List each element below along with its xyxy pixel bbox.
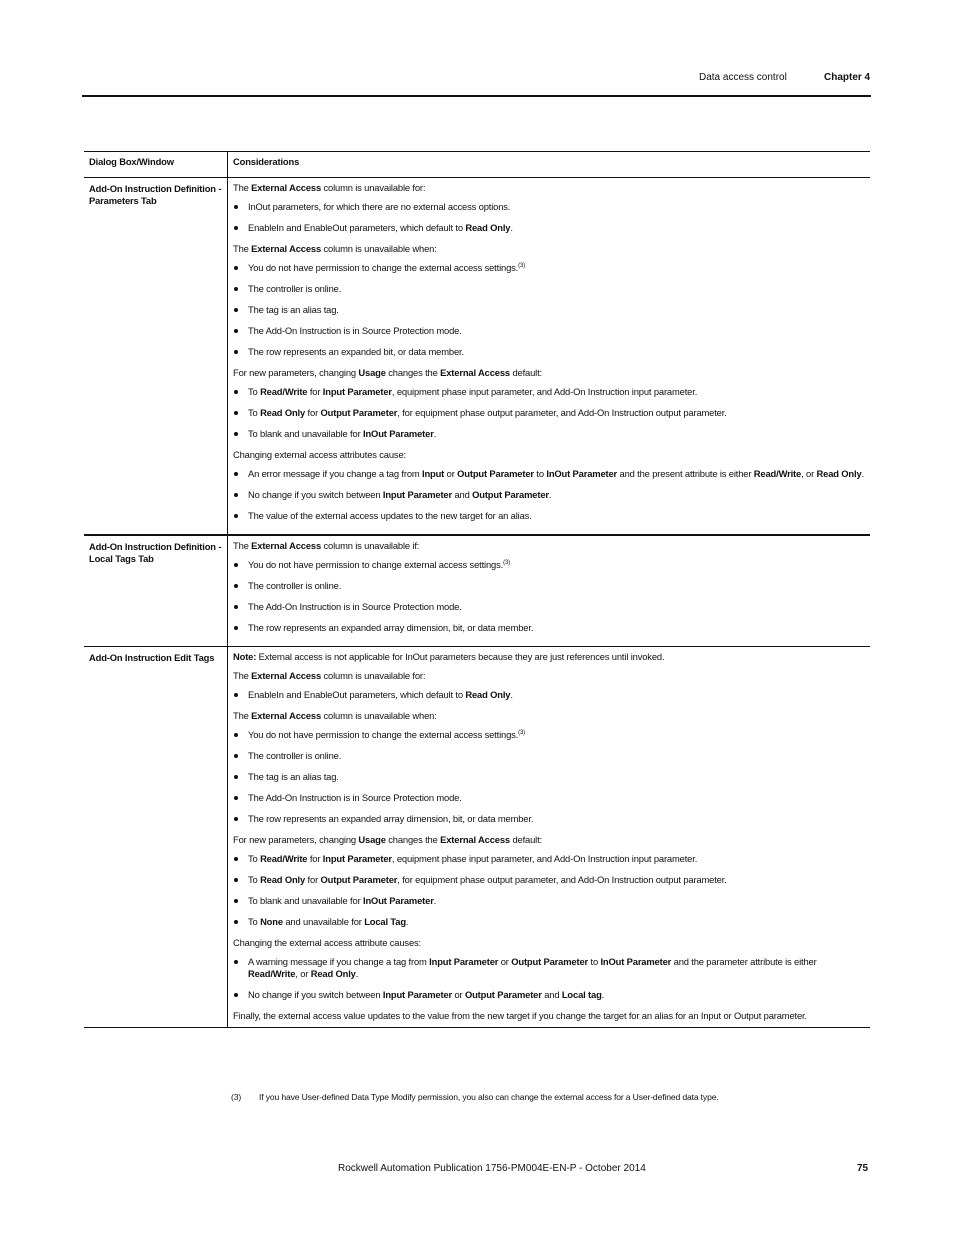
bullet-item <box>233 304 864 316</box>
text-run: Read/Write <box>248 968 296 979</box>
text-run: External Access <box>440 367 510 378</box>
text-run: Input Parameter <box>322 386 392 397</box>
paragraph <box>233 710 864 722</box>
text-run: Read/Write <box>260 853 308 864</box>
bullet-icon <box>234 329 238 333</box>
text-run: InOut Parameter <box>363 895 434 906</box>
bullet-icon <box>234 226 238 230</box>
text-run: column is unavailable for: <box>321 182 426 193</box>
bullet-item <box>233 792 864 804</box>
bullet-item <box>233 853 864 865</box>
text-run: for <box>305 407 321 418</box>
text-run: and <box>541 989 562 1000</box>
text-run: The controller is online. <box>248 750 342 761</box>
text-run: column is unavailable when: <box>321 710 437 721</box>
bullet-icon <box>234 205 238 209</box>
text-run: To blank and unavailable for <box>248 428 364 439</box>
text-run: Output Parameter <box>320 407 398 418</box>
bullet-icon <box>234 857 238 861</box>
text-run: , equipment phase input parameter, and Add-On Instruction input parameter. <box>391 386 698 397</box>
text-run: To <box>248 853 261 864</box>
text-run: default: <box>509 834 542 845</box>
text-run: and <box>452 489 473 500</box>
text-run: You do not have permission to change the external access settings. <box>248 729 519 740</box>
bullet-item <box>233 510 864 522</box>
bullet-icon <box>234 514 238 518</box>
bullet-icon <box>234 993 238 997</box>
text-run: , for equipment phase output parameter, and Add-On Instruction output parameter. <box>397 874 727 885</box>
text-run: . <box>601 989 605 1000</box>
text-run: To <box>248 407 261 418</box>
table-row <box>84 647 870 1028</box>
text-run: The controller is online. <box>248 580 342 591</box>
footnote-ref: (3) <box>503 559 510 566</box>
text-run: Local tag <box>561 989 602 1000</box>
text-run: The <box>233 182 252 193</box>
bullet-icon <box>234 308 238 312</box>
paragraph <box>233 1010 864 1022</box>
text-run: Changing the external access attribute causes: <box>233 937 422 948</box>
text-run: Output Parameter <box>511 956 589 967</box>
footnote-text: If you have User-defined Data Type Modify permission, you also can change the external access for a User-defined data type. <box>259 1092 719 1102</box>
text-run: The Add-On Instruction is in Source Protection mode. <box>248 601 462 612</box>
text-run: changes the <box>385 367 441 378</box>
text-run: for <box>307 853 323 864</box>
bullet-item <box>233 580 864 592</box>
bullet-item <box>233 771 864 783</box>
text-run: . <box>861 468 865 479</box>
bullet-icon <box>234 733 238 737</box>
text-run: for <box>307 386 323 397</box>
text-run: The Add-On Instruction is in Source Protection mode. <box>248 325 462 336</box>
text-run: Changing external access attributes cause: <box>233 449 406 460</box>
text-run: , equipment phase input parameter, and Add-On Instruction input parameter. <box>391 853 698 864</box>
text-run: column is unavailable if: <box>321 540 420 551</box>
text-run: No change if you switch between <box>248 489 383 500</box>
text-run: Output Parameter <box>464 989 542 1000</box>
paragraph <box>233 651 864 663</box>
footnote-number: (3) <box>231 1092 242 1102</box>
column-header-dialog: Dialog Box/Window <box>84 152 228 178</box>
text-run: The controller is online. <box>248 283 342 294</box>
bullet-item <box>233 916 864 928</box>
paragraph <box>233 182 864 194</box>
text-run: or <box>452 989 465 1000</box>
text-run: The row represents an expanded array dimension, bit, or data member. <box>248 622 534 633</box>
bullet-item <box>233 222 864 234</box>
text-run: To <box>248 386 261 397</box>
text-run: The <box>233 540 252 551</box>
bullet-icon <box>234 493 238 497</box>
paragraph <box>233 243 864 255</box>
text-run: Input Parameter <box>429 956 499 967</box>
text-run: External Access <box>251 710 322 721</box>
text-run: Local Tag <box>364 916 406 927</box>
bullet-item <box>233 689 864 701</box>
text-run: Read/Write <box>753 468 802 479</box>
header-rule <box>82 95 871 97</box>
text-run: Input Parameter <box>382 489 452 500</box>
text-run: Read/Write <box>260 386 308 397</box>
paragraph <box>233 367 864 379</box>
text-run: InOut Parameter <box>546 468 618 479</box>
text-run: . <box>405 916 409 927</box>
text-run: or <box>498 956 512 967</box>
text-run: Read Only <box>310 968 356 979</box>
bullet-item <box>233 407 864 419</box>
paragraph <box>233 540 864 552</box>
footnote-ref: (3) <box>518 262 526 269</box>
text-run: and unavailable for <box>282 916 365 927</box>
text-run: Usage <box>358 834 386 845</box>
page-number: 75 <box>857 1163 869 1174</box>
bullet-item <box>233 895 864 907</box>
text-run: Read Only <box>816 468 862 479</box>
bullet-icon <box>234 350 238 354</box>
text-run: External Access <box>251 540 322 551</box>
bullet-icon <box>234 693 238 697</box>
dialog-name-cell: Add-On Instruction Definition - Parameters Tab <box>84 178 228 536</box>
bullet-icon <box>234 920 238 924</box>
text-run: For new parameters, changing <box>233 367 359 378</box>
bullet-item <box>233 559 864 571</box>
bullet-item <box>233 468 864 480</box>
text-run: Input Parameter <box>322 853 392 864</box>
text-run: column is unavailable when: <box>321 243 437 254</box>
bullet-item <box>233 989 864 1001</box>
bullet-icon <box>234 605 238 609</box>
text-run: The tag is an alias tag. <box>248 304 339 315</box>
bullet-item <box>233 262 864 274</box>
bullet-item <box>233 346 864 358</box>
text-run: , for equipment phase output parameter, and Add-On Instruction output parameter. <box>397 407 727 418</box>
considerations-cell <box>228 535 871 647</box>
text-run: An error message if you change a tag from <box>248 468 422 479</box>
paragraph <box>233 670 864 682</box>
running-header-chapter: Chapter 4 <box>824 72 871 83</box>
text-run: You do not have permission to change the external access settings. <box>248 262 519 273</box>
text-run: To blank and unavailable for <box>248 895 364 906</box>
paragraph <box>233 937 864 949</box>
text-run: InOut Parameter <box>363 428 434 439</box>
text-run: changes the <box>385 834 441 845</box>
text-run: For new parameters, changing <box>233 834 359 845</box>
text-run: The tag is an alias tag. <box>248 771 339 782</box>
bullet-item <box>233 386 864 398</box>
dialog-name-cell: Add-On Instruction Definition - Local Tags Tab <box>84 535 228 647</box>
bullet-icon <box>234 878 238 882</box>
bullet-icon <box>234 960 238 964</box>
text-run: default: <box>509 367 542 378</box>
text-run: To <box>248 916 261 927</box>
text-run: , or <box>295 968 311 979</box>
considerations-cell <box>228 178 871 536</box>
text-run: . <box>510 689 513 700</box>
text-run: You do not have permission to change external access settings. <box>248 559 504 570</box>
bullet-item <box>233 956 864 980</box>
text-run: A warning message if you change a tag from <box>248 956 430 967</box>
text-run: External Access <box>440 834 510 845</box>
text-run: EnableIn and EnableOut parameters, which default to <box>248 222 466 233</box>
text-run: Input <box>422 468 445 479</box>
text-run: No change if you switch between <box>248 989 383 1000</box>
running-header-section: Data access control <box>699 72 787 83</box>
text-run: for <box>305 874 321 885</box>
bullet-item <box>233 750 864 762</box>
bullet-item <box>233 489 864 501</box>
bullet-icon <box>234 754 238 758</box>
bullet-icon <box>234 432 238 436</box>
bullet-item <box>233 201 864 213</box>
text-run: to <box>588 956 601 967</box>
bullet-icon <box>234 899 238 903</box>
table-row <box>84 178 870 536</box>
bullet-item <box>233 428 864 440</box>
bullet-icon <box>234 796 238 800</box>
text-run: Input Parameter <box>382 989 452 1000</box>
table-row <box>84 535 870 647</box>
text-run: External Access <box>251 243 322 254</box>
text-run: The row represents an expanded bit, or data member. <box>248 346 464 357</box>
text-run: to <box>533 468 547 479</box>
text-run: Read Only <box>260 407 306 418</box>
bullet-icon <box>234 817 238 821</box>
bullet-icon <box>234 584 238 588</box>
bullet-item <box>233 813 864 825</box>
text-run: The row represents an expanded array dimension, bit, or data member. <box>248 813 534 824</box>
text-run: Read Only <box>465 689 511 700</box>
text-run: Read Only <box>260 874 306 885</box>
text-run: Finally, the external access value updates to the value from the new target if you change the target for an alias for an Input or Output parameter. <box>233 1010 807 1021</box>
text-run: External Access <box>251 182 322 193</box>
paragraph <box>233 449 864 461</box>
considerations-table <box>84 151 870 1028</box>
bullet-icon <box>234 563 238 567</box>
footnote-ref: (3) <box>518 729 526 736</box>
text-run: and the parameter attribute is either <box>671 956 817 967</box>
text-run: The Add-On Instruction is in Source Protection mode. <box>248 792 462 803</box>
text-run: The <box>233 670 252 681</box>
bullet-icon <box>234 775 238 779</box>
text-run: To <box>248 874 261 885</box>
footer-publication: Rockwell Automation Publication 1756-PM004E-EN-P - October 2014 <box>338 1163 646 1174</box>
text-run: InOut parameters, for which there are no external access options. <box>248 201 511 212</box>
text-run: Output Parameter <box>457 468 534 479</box>
bullet-item <box>233 874 864 886</box>
bullet-item <box>233 601 864 613</box>
text-run: Output Parameter <box>472 489 549 500</box>
text-run: The <box>233 243 252 254</box>
text-run: Output Parameter <box>320 874 398 885</box>
text-run: . <box>548 489 552 500</box>
paragraph <box>233 834 864 846</box>
text-run: The <box>233 710 252 721</box>
bullet-icon <box>234 411 238 415</box>
text-run: . <box>355 968 359 979</box>
table-header-row <box>84 152 870 178</box>
bullet-icon <box>234 472 238 476</box>
bullet-icon <box>234 626 238 630</box>
bullet-icon <box>234 390 238 394</box>
column-header-considerations: Considerations <box>228 152 871 178</box>
bullet-item <box>233 283 864 295</box>
text-run: External access is not applicable for InOut parameters because they are just references until invoked. <box>256 651 665 662</box>
bullet-item <box>233 729 864 741</box>
footnote <box>231 1092 719 1102</box>
text-run: . <box>433 428 437 439</box>
text-run: . <box>433 895 437 906</box>
text-run: column is unavailable for: <box>321 670 426 681</box>
bullet-icon <box>234 287 238 291</box>
considerations-cell <box>228 647 871 1028</box>
bullet-item <box>233 325 864 337</box>
text-run: . <box>510 222 513 233</box>
bullet-icon <box>234 266 238 270</box>
text-run: or <box>444 468 458 479</box>
dialog-name-cell: Add-On Instruction Edit Tags <box>84 647 228 1028</box>
text-run: Usage <box>358 367 386 378</box>
text-run: None <box>260 916 283 927</box>
text-run: Note: <box>233 651 257 662</box>
text-run: EnableIn and EnableOut parameters, which default to <box>248 689 466 700</box>
text-run: and the present attribute is either <box>617 468 754 479</box>
text-run: External Access <box>251 670 322 681</box>
text-run: The value of the external access updates to the new target for an alias. <box>248 510 532 521</box>
text-run: InOut Parameter <box>600 956 672 967</box>
text-run: Read Only <box>465 222 511 233</box>
text-run: , or <box>801 468 817 479</box>
bullet-item <box>233 622 864 634</box>
